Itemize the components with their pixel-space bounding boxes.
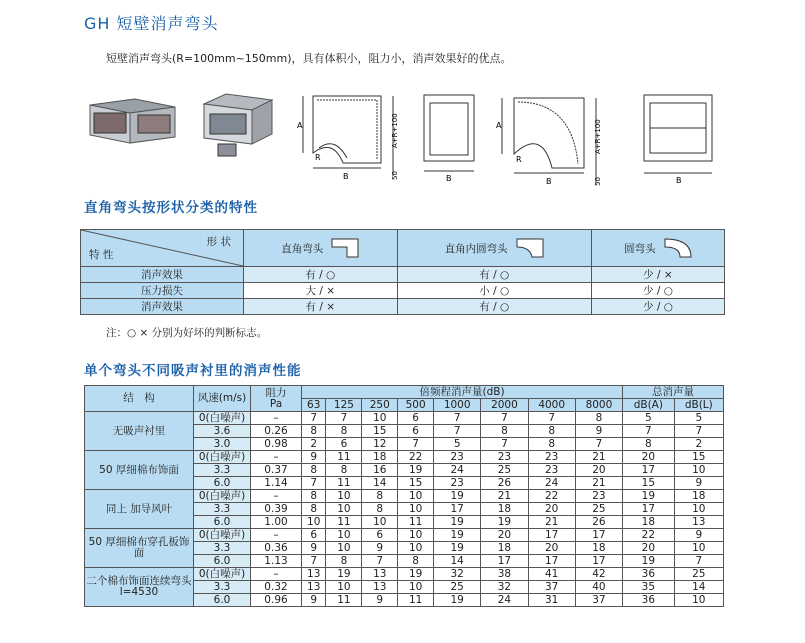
speed-cell: 6.0: [194, 477, 251, 490]
inner-round-shape-icon: [516, 238, 544, 258]
value-cell: 6: [362, 529, 398, 542]
resistance-cell: –: [251, 451, 302, 464]
value-cell: 10: [326, 529, 362, 542]
value-cell: 10: [326, 503, 362, 516]
total-unit-header: dB(A): [623, 399, 675, 412]
value-cell: 17: [575, 529, 622, 542]
value-cell: 32: [434, 568, 481, 581]
value-cell: 18: [362, 451, 398, 464]
dim-r-2: R: [516, 155, 522, 164]
value-cell: 26: [575, 516, 622, 529]
table-row: [85, 568, 724, 581]
total-cell: 20: [623, 542, 675, 555]
resistance-cell: 0.37: [251, 464, 302, 477]
value-cell: 10: [398, 490, 434, 503]
total-header: 总消声量: [623, 386, 724, 399]
dim-a-1: A: [297, 121, 303, 130]
resistance-cell: 0.36: [251, 542, 302, 555]
total-cell: 14: [674, 581, 723, 594]
value-cell: 41: [528, 568, 575, 581]
drawing-section-1: [420, 93, 480, 183]
total-cell: 10: [674, 594, 723, 607]
speed-cell: 3.3: [194, 581, 251, 594]
row-label: 消声效果: [81, 299, 244, 315]
total-cell: 22: [623, 529, 675, 542]
table-row: [85, 529, 724, 542]
speed-cell: 6.0: [194, 555, 251, 568]
table-row: [85, 451, 724, 464]
speed-cell: 3.0: [194, 438, 251, 451]
speed-cell: 0(白噪声): [194, 568, 251, 581]
value-cell: 8: [326, 464, 362, 477]
cell: 少 / ×: [591, 267, 724, 283]
cell: 小 / ○: [397, 283, 591, 299]
value-cell: 10: [362, 412, 398, 425]
value-cell: 19: [434, 516, 481, 529]
value-cell: 8: [302, 425, 326, 438]
value-cell: 10: [326, 581, 362, 594]
speed-cell: 3.3: [194, 542, 251, 555]
value-cell: 10: [398, 542, 434, 555]
structure-cell: 无吸声衬里: [85, 412, 194, 451]
total-cell: 13: [674, 516, 723, 529]
dim-b-4: B: [676, 176, 682, 185]
value-cell: 42: [575, 568, 622, 581]
value-cell: 17: [481, 555, 528, 568]
total-cell: 19: [623, 555, 675, 568]
section-title-shape: 直角弯头按形状分类的特性: [84, 200, 258, 216]
freq-header: 125: [326, 399, 362, 412]
product-photo-elbow: [80, 95, 180, 150]
section-title-performance: 单个弯头不同吸声衬里的消声性能: [84, 363, 302, 379]
value-cell: 6: [398, 412, 434, 425]
freq-header: 2000: [481, 399, 528, 412]
value-cell: 24: [528, 477, 575, 490]
value-cell: 7: [326, 412, 362, 425]
speed-cell: 3.3: [194, 503, 251, 516]
total-cell: 9: [674, 529, 723, 542]
value-cell: 21: [575, 451, 622, 464]
total-cell: 36: [623, 568, 675, 581]
value-cell: 23: [481, 451, 528, 464]
shape-characteristics-table: [80, 229, 725, 315]
total-cell: 7: [674, 425, 723, 438]
value-cell: 11: [326, 477, 362, 490]
value-cell: 20: [528, 542, 575, 555]
octave-header: 倍频程消声量(dB): [302, 386, 623, 399]
resistance-header: 阻力 Pa: [251, 386, 302, 412]
value-cell: 11: [398, 516, 434, 529]
value-cell: 19: [326, 568, 362, 581]
value-cell: 14: [362, 477, 398, 490]
value-cell: 25: [434, 581, 481, 594]
value-cell: 19: [434, 529, 481, 542]
freq-header: 250: [362, 399, 398, 412]
value-cell: 16: [362, 464, 398, 477]
value-cell: 8: [575, 412, 622, 425]
speed-cell: 6.0: [194, 594, 251, 607]
value-cell: 7: [434, 425, 481, 438]
cell: 有 / ×: [244, 299, 398, 315]
total-cell: 20: [623, 451, 675, 464]
value-cell: 6: [398, 425, 434, 438]
value-cell: 8: [362, 503, 398, 516]
resistance-cell: 0.39: [251, 503, 302, 516]
value-cell: 20: [575, 464, 622, 477]
value-cell: 8: [481, 425, 528, 438]
total-cell: 8: [623, 438, 675, 451]
col-header: 圆弯头: [591, 230, 724, 267]
value-cell: 10: [398, 581, 434, 594]
intro-text: 短壁消声弯头(R=100mm~150mm)，具有体积小，阻力小，消声效果好的优点。: [106, 52, 512, 65]
corner-header: [81, 230, 244, 267]
value-cell: 23: [434, 477, 481, 490]
cell: 少 / ○: [591, 299, 724, 315]
dim-50-2: 50: [594, 177, 602, 186]
round-shape-icon: [664, 238, 692, 258]
freq-header: 8000: [575, 399, 622, 412]
col-header: 直角弯头: [244, 230, 398, 267]
value-cell: 8: [302, 503, 326, 516]
table-row: [85, 490, 724, 503]
value-cell: 38: [481, 568, 528, 581]
value-cell: 20: [481, 529, 528, 542]
value-cell: 9: [362, 542, 398, 555]
speed-cell: 0(白噪声): [194, 412, 251, 425]
value-cell: 8: [362, 490, 398, 503]
value-cell: 23: [575, 490, 622, 503]
drawing-curved-elbow: [492, 88, 612, 188]
value-cell: 8: [528, 425, 575, 438]
value-cell: 17: [575, 555, 622, 568]
value-cell: 23: [528, 464, 575, 477]
value-cell: 22: [528, 490, 575, 503]
value-cell: 17: [528, 529, 575, 542]
value-cell: 14: [434, 555, 481, 568]
freq-header: 63: [302, 399, 326, 412]
value-cell: 9: [302, 451, 326, 464]
resistance-cell: –: [251, 412, 302, 425]
value-cell: 7: [434, 412, 481, 425]
right-angle-shape-icon: [331, 238, 359, 258]
col-header: 直角内圆弯头: [397, 230, 591, 267]
speed-cell: 3.3: [194, 464, 251, 477]
product-photo-elbow-2: [196, 92, 276, 162]
dim-b-2: B: [546, 177, 552, 186]
value-cell: 18: [575, 542, 622, 555]
total-cell: 19: [623, 490, 675, 503]
resistance-cell: 1.14: [251, 477, 302, 490]
total-cell: 25: [674, 568, 723, 581]
value-cell: 19: [398, 568, 434, 581]
value-cell: 9: [302, 542, 326, 555]
value-cell: 19: [434, 490, 481, 503]
structure-cell: 50 厚细棉布穿孔板饰面: [85, 529, 194, 568]
speed-cell: 3.6: [194, 425, 251, 438]
value-cell: 11: [326, 451, 362, 464]
resistance-cell: 0.96: [251, 594, 302, 607]
value-cell: 13: [362, 568, 398, 581]
value-cell: 13: [302, 568, 326, 581]
total-cell: 7: [674, 555, 723, 568]
total-cell: 9: [674, 477, 723, 490]
resistance-cell: 0.26: [251, 425, 302, 438]
value-cell: 8: [326, 555, 362, 568]
value-cell: 15: [398, 477, 434, 490]
resistance-cell: –: [251, 490, 302, 503]
total-cell: 35: [623, 581, 675, 594]
value-cell: 26: [481, 477, 528, 490]
value-cell: 32: [481, 581, 528, 594]
speed-cell: 0(白噪声): [194, 490, 251, 503]
dim-ar-1: A+R+100: [391, 113, 399, 148]
value-cell: 8: [326, 425, 362, 438]
total-cell: 17: [623, 503, 675, 516]
value-cell: 24: [434, 464, 481, 477]
cell: 少 / ○: [591, 283, 724, 299]
value-cell: 6: [326, 438, 362, 451]
value-cell: 23: [528, 451, 575, 464]
value-cell: 8: [398, 555, 434, 568]
total-cell: 10: [674, 503, 723, 516]
value-cell: 21: [481, 490, 528, 503]
value-cell: 11: [398, 594, 434, 607]
value-cell: 24: [481, 594, 528, 607]
total-cell: 36: [623, 594, 675, 607]
value-cell: 7: [302, 477, 326, 490]
page-title: GH 短壁消声弯头: [84, 14, 219, 33]
value-cell: 15: [362, 425, 398, 438]
value-cell: 10: [326, 542, 362, 555]
value-cell: 31: [528, 594, 575, 607]
performance-table: [84, 385, 724, 607]
value-cell: 20: [528, 503, 575, 516]
value-cell: 10: [398, 503, 434, 516]
dim-r-1: R: [315, 153, 321, 162]
dim-ar-2: A+R+100: [594, 119, 602, 154]
value-cell: 22: [398, 451, 434, 464]
value-cell: 23: [434, 451, 481, 464]
resistance-cell: 1.13: [251, 555, 302, 568]
drawing-round-elbow: [293, 88, 408, 183]
value-cell: 8: [302, 490, 326, 503]
value-cell: 7: [481, 412, 528, 425]
value-cell: 11: [326, 516, 362, 529]
value-cell: 11: [326, 594, 362, 607]
structure-cell: 50 厚细棉布饰面: [85, 451, 194, 490]
total-cell: 18: [623, 516, 675, 529]
speed-cell: 0(白噪声): [194, 529, 251, 542]
value-cell: 7: [398, 438, 434, 451]
speed-header: 风速(m/s): [194, 386, 251, 412]
speed-cell: 6.0: [194, 516, 251, 529]
cell: 大 / ×: [244, 283, 398, 299]
total-cell: 2: [674, 438, 723, 451]
value-cell: 37: [575, 594, 622, 607]
dim-b-3: B: [446, 174, 452, 183]
total-cell: 10: [674, 542, 723, 555]
value-cell: 18: [481, 503, 528, 516]
total-cell: 18: [674, 490, 723, 503]
corner-bottom-label: 特 性: [89, 249, 114, 261]
value-cell: 12: [362, 438, 398, 451]
value-cell: 7: [362, 555, 398, 568]
value-cell: 13: [362, 581, 398, 594]
value-cell: 9: [362, 594, 398, 607]
resistance-cell: 0.98: [251, 438, 302, 451]
value-cell: 8: [528, 438, 575, 451]
value-cell: 19: [481, 516, 528, 529]
value-cell: 9: [302, 594, 326, 607]
value-cell: 21: [575, 477, 622, 490]
value-cell: 7: [302, 412, 326, 425]
value-cell: 13: [302, 581, 326, 594]
total-unit-header: dB(L): [674, 399, 723, 412]
resistance-cell: 1.00: [251, 516, 302, 529]
total-cell: 17: [623, 464, 675, 477]
structure-header: 结 构: [85, 386, 194, 412]
cell: 有 / ○: [397, 267, 591, 283]
value-cell: 2: [302, 438, 326, 451]
value-cell: 17: [434, 503, 481, 516]
speed-cell: 0(白噪声): [194, 451, 251, 464]
freq-header: 500: [398, 399, 434, 412]
total-cell: 5: [674, 412, 723, 425]
note-text: 注：○ × 分别为好坏的判断标志。: [106, 327, 268, 339]
value-cell: 19: [434, 542, 481, 555]
value-cell: 18: [481, 542, 528, 555]
value-cell: 17: [528, 555, 575, 568]
value-cell: 40: [575, 581, 622, 594]
total-cell: 10: [674, 464, 723, 477]
structure-cell: 二个棉布饰面连续弯头 l=4530: [85, 568, 194, 607]
value-cell: 37: [528, 581, 575, 594]
total-cell: 15: [623, 477, 675, 490]
dim-50-1: 50: [391, 171, 399, 180]
value-cell: 10: [362, 516, 398, 529]
cell: 有 / ○: [397, 299, 591, 315]
row-label: 消声效果: [81, 267, 244, 283]
value-cell: 7: [481, 438, 528, 451]
row-label: 压力损失: [81, 283, 244, 299]
value-cell: 7: [575, 438, 622, 451]
total-cell: 15: [674, 451, 723, 464]
value-cell: 8: [302, 464, 326, 477]
resistance-cell: –: [251, 529, 302, 542]
value-cell: 5: [434, 438, 481, 451]
value-cell: 25: [575, 503, 622, 516]
value-cell: 7: [302, 555, 326, 568]
value-cell: 19: [398, 464, 434, 477]
resistance-cell: 0.32: [251, 581, 302, 594]
table-row: [85, 412, 724, 425]
cell: 有 / ○: [244, 267, 398, 283]
value-cell: 25: [481, 464, 528, 477]
corner-top-label: 形 状: [206, 236, 231, 248]
value-cell: 6: [302, 529, 326, 542]
value-cell: 21: [528, 516, 575, 529]
value-cell: 9: [575, 425, 622, 438]
value-cell: 10: [326, 490, 362, 503]
resistance-cell: –: [251, 568, 302, 581]
freq-header: 4000: [528, 399, 575, 412]
value-cell: 10: [302, 516, 326, 529]
dim-a-2: A: [496, 121, 502, 130]
total-cell: 7: [623, 425, 675, 438]
value-cell: 7: [528, 412, 575, 425]
freq-header: 1000: [434, 399, 481, 412]
value-cell: 19: [434, 594, 481, 607]
structure-cell: 同上 加导风叶: [85, 490, 194, 529]
value-cell: 10: [398, 529, 434, 542]
total-cell: 5: [623, 412, 675, 425]
drawing-section-2: [640, 93, 720, 185]
dim-b-1: B: [343, 172, 349, 181]
